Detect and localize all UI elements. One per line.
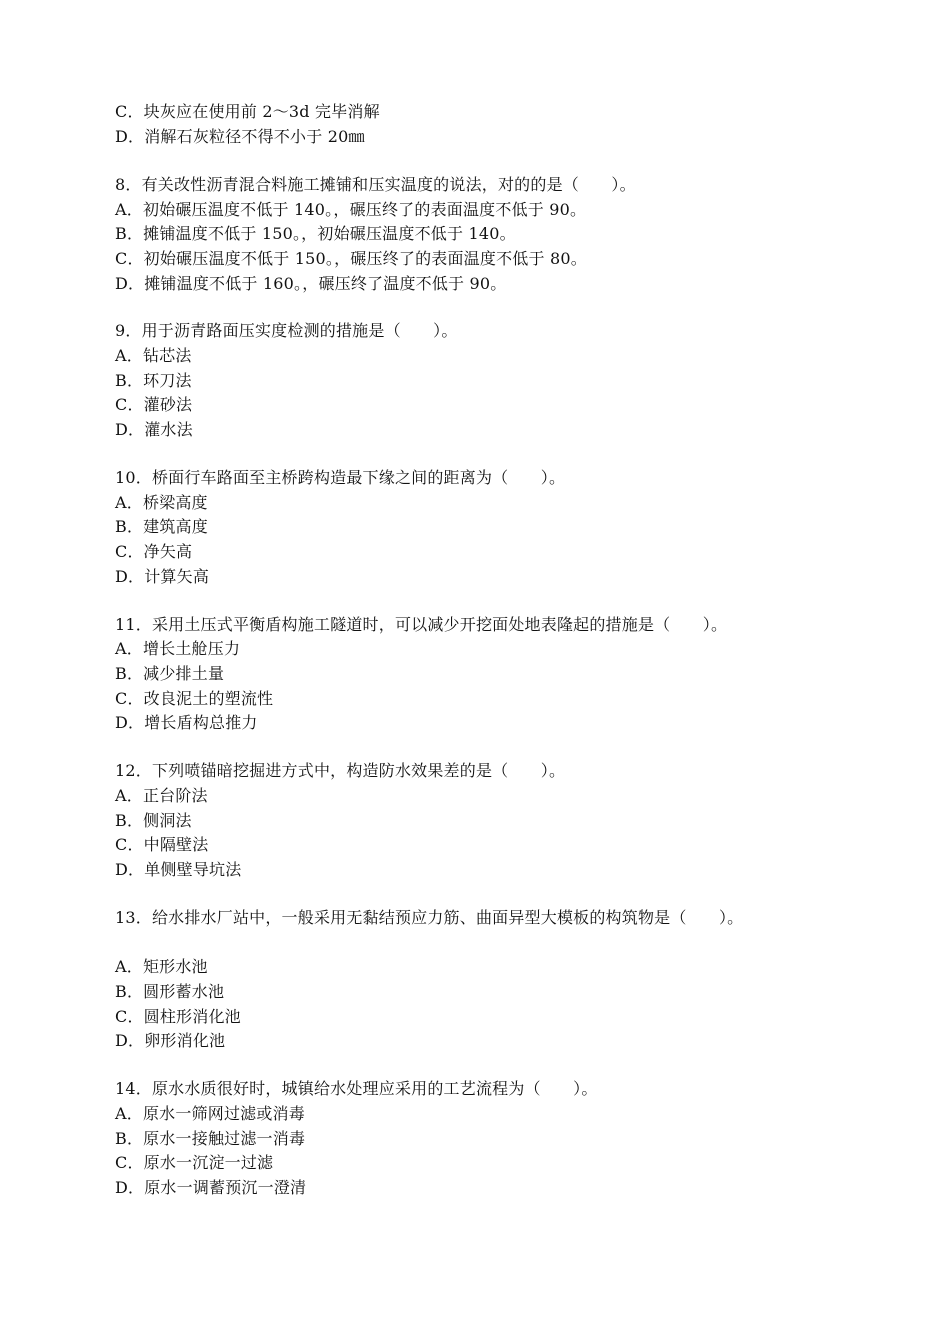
question-9: 9．用于沥青路面压实度检测的措施是（ ）。 bbox=[115, 321, 458, 340]
option-d-q13: D．卵形消化池 bbox=[115, 1031, 226, 1050]
option-a-q11: A．增长土舱压力 bbox=[115, 639, 241, 658]
question-14: 14．原水水质很好时，城镇给水处理应采用的工艺流程为（ ）。 bbox=[115, 1079, 598, 1098]
option-c-q12: C．中隔壁法 bbox=[115, 835, 209, 854]
option-d-q11: D．增长盾构总推力 bbox=[115, 713, 258, 732]
option-a-q10: A．桥梁高度 bbox=[115, 493, 208, 512]
option-c-q11: C．改良泥土的塑流性 bbox=[115, 689, 274, 708]
option-d-q10: D．计算矢高 bbox=[115, 567, 210, 586]
option-d-q8: D．摊铺温度不低于 160。，碾压终了温度不低于 90。 bbox=[115, 274, 507, 293]
option-c-q13: C．圆柱形消化池 bbox=[115, 1007, 241, 1026]
option-a-q13: A．矩形水池 bbox=[115, 957, 208, 976]
option-b-q12: B．侧洞法 bbox=[115, 811, 192, 830]
option-b-q13: B．圆形蓄水池 bbox=[115, 982, 225, 1001]
option-c-q14: C．原水一沉淀一过滤 bbox=[115, 1153, 274, 1172]
option-b-q10: B．建筑高度 bbox=[115, 517, 208, 536]
option-a-q12: A．正台阶法 bbox=[115, 786, 208, 805]
question-12: 12．下列喷锚暗挖掘进方式中，构造防水效果差的是（ ）。 bbox=[115, 761, 566, 780]
option-c-q9: C．灌砂法 bbox=[115, 395, 193, 414]
question-11: 11．采用土压式平衡盾构施工隧道时，可以减少开挖面处地表隆起的措施是（ ）。 bbox=[115, 615, 728, 634]
option-c-q8: C．初始碾压温度不低于 150。，碾压终了的表面温度不低于 80。 bbox=[115, 249, 587, 268]
option-c-q10: C．净矢高 bbox=[115, 542, 193, 561]
question-8: 8．有关改性沥青混合料施工摊铺和压实温度的说法，对的的是（ ）。 bbox=[115, 175, 636, 194]
option-a-q8: A．初始碾压温度不低于 140。，碾压终了的表面温度不低于 90。 bbox=[115, 200, 587, 219]
option-d-q12: D．单侧壁导坑法 bbox=[115, 860, 242, 879]
option-a-q9: A．钻芯法 bbox=[115, 346, 192, 365]
option-b-q11: B．减少排土量 bbox=[115, 664, 225, 683]
option-d-q9: D．灌水法 bbox=[115, 420, 193, 439]
option-a-q14: A．原水一筛网过滤或消毒 bbox=[115, 1104, 305, 1123]
option-c-q7: C．块灰应在使用前 2～3d 完毕消解 bbox=[115, 102, 380, 121]
question-13: 13．给水排水厂站中，一般采用无黏结预应力筋、曲面异型大模板的构筑物是（ ）。 bbox=[115, 908, 744, 927]
option-b-q8: B．摊铺温度不低于 150。，初始碾压温度不低于 140。 bbox=[115, 224, 516, 243]
option-d-q7: D．消解石灰粒径不得不小于 20㎜ bbox=[115, 127, 365, 146]
option-b-q14: B．原水一接触过滤一消毒 bbox=[115, 1129, 306, 1148]
option-b-q9: B．环刀法 bbox=[115, 371, 192, 390]
question-10: 10．桥面行车路面至主桥跨构造最下缘之间的距离为（ ）。 bbox=[115, 468, 566, 487]
option-d-q14: D．原水一调蓄预沉一澄清 bbox=[115, 1178, 307, 1197]
